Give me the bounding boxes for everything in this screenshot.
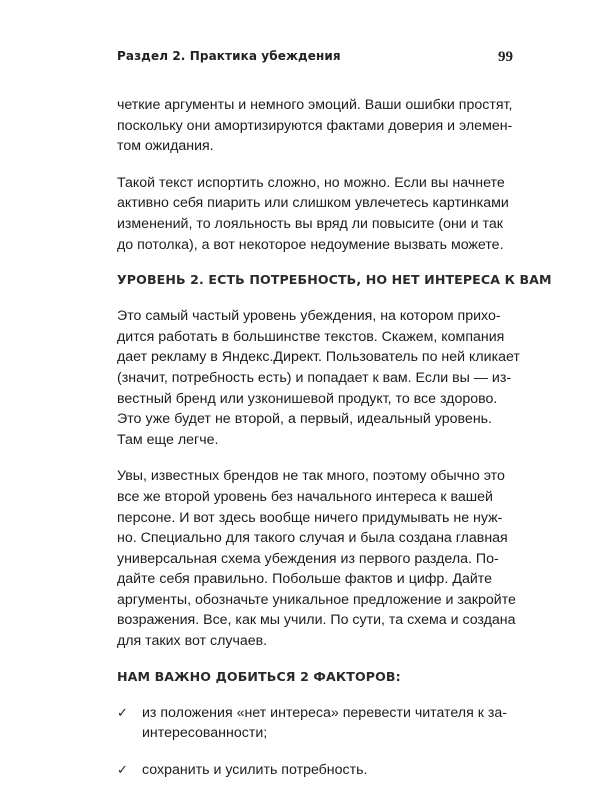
paragraph-4	[117, 466, 516, 651]
paragraph-2	[117, 173, 509, 255]
text-line: дайте себя правильно. Побольше фактов и цифр. Дайте	[117, 571, 492, 588]
paragraph-1	[117, 95, 513, 157]
text-line: дится работать в большинстве текстов. Скажем, компания	[117, 328, 505, 345]
text-line: сохранить и усилить потребность.	[142, 761, 368, 778]
text-line: том ожидания.	[117, 138, 214, 155]
text-line: персоне. И вот здесь вообще ничего придумывать не нуж-	[117, 509, 503, 526]
text-line: все же второй уровень без начального интереса к вашей	[117, 488, 493, 505]
text-line: аргументы, обозначьте уникальное предложение и закройте	[117, 591, 516, 608]
text-line: вестный бренд или узконишевой продукт, то все здорово.	[117, 390, 498, 407]
text-line: (значит, потребность есть) и попадает к вам. Если вы — из-	[117, 369, 512, 386]
text-line: из положения «нет интереса» перевести читателя к за-	[142, 704, 507, 721]
list-heading: НАМ ВАЖНО ДОБИТЬСЯ 2 ФАКТОРОВ:	[117, 668, 401, 684]
text-line: универсальная схема убеждения из первого раздела. По-	[117, 550, 499, 567]
text-line: для таких вот случаев.	[117, 633, 268, 650]
text-line: дает рекламу в Яндекс.Директ. Пользователь по ней кликает	[117, 349, 520, 366]
checkmark-icon: ✓	[117, 705, 128, 721]
text-line: Увы, известных брендов не так много, поэтому обычно это	[117, 468, 505, 485]
page-number: 99	[498, 49, 513, 65]
checkmark-icon: ✓	[117, 762, 128, 778]
text-line: Это самый частый уровень убеждения, на котором прихо-	[117, 308, 501, 325]
factor-checklist	[117, 703, 507, 781]
page-content	[117, 95, 552, 796]
text-line: интересованности;	[142, 725, 268, 742]
text-line: активно себя пиарить или слишком увлечетесь картинками	[117, 195, 509, 212]
text-line: возражения. Все, как мы учили. По сути, та схема и создана	[117, 612, 516, 629]
checklist-item	[117, 703, 507, 744]
paragraph-3	[117, 306, 520, 450]
text-line: четкие аргументы и немного эмоций. Ваши ошибки простят,	[117, 97, 513, 113]
text-line: Такой текст испортить сложно, но можно. Если вы начнете	[117, 174, 505, 191]
section-heading-level-2: УРОВЕНЬ 2. ЕСТЬ ПОТРЕБНОСТЬ, НО НЕТ ИНТЕРЕСА К ВАМ	[117, 272, 552, 288]
checklist-item-text	[142, 703, 507, 744]
checklist-item-text	[142, 760, 492, 781]
text-line: Там еще легче.	[117, 431, 219, 448]
text-line: Это уже будет не второй, а первый, идеальный уровень.	[117, 411, 492, 428]
checklist-item	[117, 760, 492, 781]
text-line: но. Специально для такого случая и была создана главная	[117, 530, 508, 547]
text-line: до потолка), а вот некоторое недоумение вызвать можете.	[117, 236, 504, 253]
text-line: поскольку они амортизируются фактами доверия и элемен-	[117, 117, 513, 134]
text-line: изменений, то лояльность вы вряд ли повысите (они и так	[117, 215, 503, 232]
running-head: Раздел 2. Практика убеждения	[117, 49, 341, 63]
